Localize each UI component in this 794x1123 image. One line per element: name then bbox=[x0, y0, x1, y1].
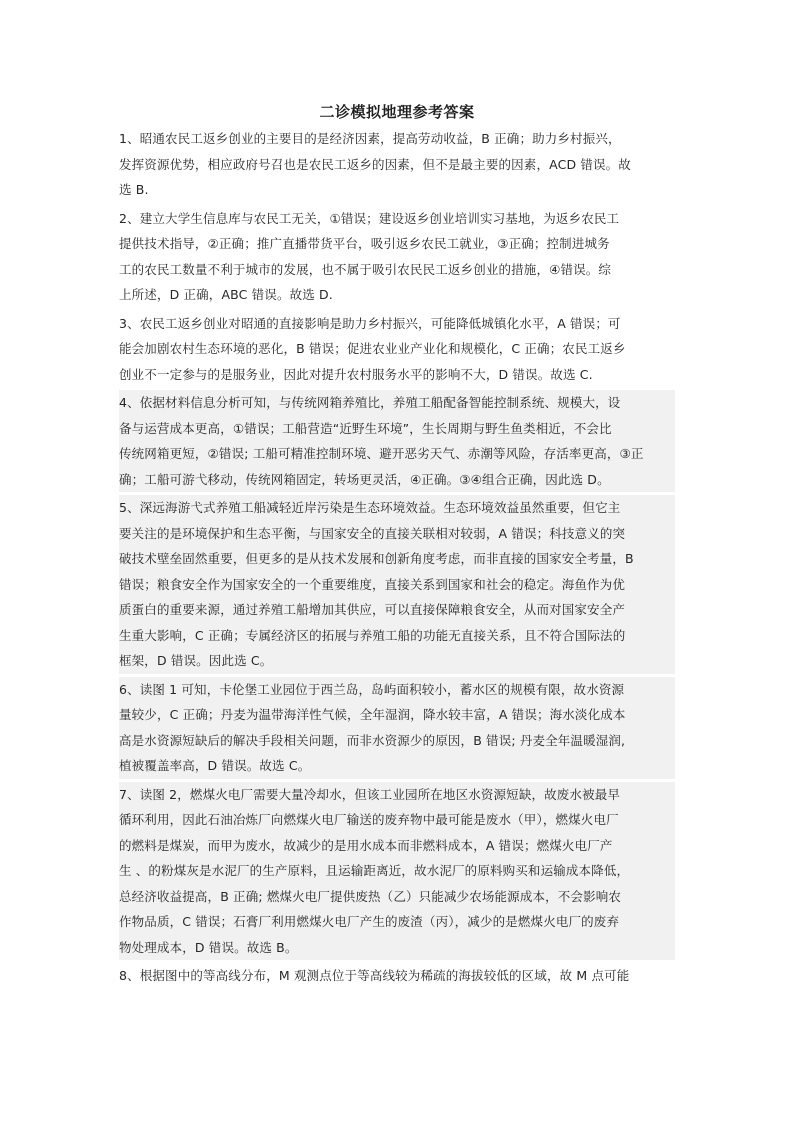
answer-item-1 bbox=[119, 126, 675, 203]
answer-line: 高是水资源短缺后的解决手段相关问题，而非水资源少的原因，B 错误; 丹麦全年温暖湿润, bbox=[119, 732, 626, 748]
answer-line: 的燃料是煤炭，而甲为废水，故减少的是用水成本而非燃料成本，A 错误；燃煤火电厂产 bbox=[119, 837, 613, 853]
answer-line: 破技术壁垒固然重要，但更多的是从技术发展和创新角度考虑，而非直接的国家安全考量，B bbox=[119, 551, 634, 566]
answer-item-7 bbox=[119, 782, 675, 961]
answer-item-4 bbox=[119, 390, 675, 492]
answer-line: 确；工船可游弋移动，传统网箱固定，转场更灵活，④正确。③④组合正确，因此选 D。 bbox=[119, 471, 610, 487]
document-body bbox=[119, 100, 675, 992]
answer-line: 框架，D 错误。因此选 C。 bbox=[119, 653, 273, 668]
answer-line: 工的农民工数量不利于城市的发展，也不属于吸引农民民工返乡创业的措施，④错误。综 bbox=[119, 261, 612, 277]
answer-line: 发挥资源优势，相应政府号召也是农民工返乡的因素，但不是最主要的因素，ACD 错误。故 bbox=[119, 156, 631, 172]
answer-line: 3、农民工返乡创业对昭通的直接影响是助力乡村振兴，可能降低城镇化水平，A 错误；可 bbox=[119, 315, 621, 331]
answer-item-6 bbox=[119, 677, 675, 779]
answer-line: 4、依据材料信息分析可知，与传统网箱养殖比，养殖工船配备智能控制系统、规模大，设 bbox=[119, 395, 621, 410]
answer-line: 循环利用，因此石油冶炼厂向燃煤火电厂输送的废弃物中最可能是废水（甲），燃煤火电厂 bbox=[119, 812, 619, 827]
answer-line: 提供技术指导，②正确；推广直播带货平台，吸引返乡农民工就业，③正确；控制进城务 bbox=[119, 236, 610, 251]
answer-line: 能会加剧农村生态环境的恶化，B 错误；促进农业业产业化和规模化，C 正确；农民工返乡 bbox=[119, 341, 626, 356]
answer-line: 7、读图 2，燃煤火电厂需要大量冷却水，但该工业园所在地区水资源短缺，故废水被最早 bbox=[119, 786, 621, 802]
answer-line: 作物品质，C 错误；石膏厂利用燃煤火电厂产生的废渣（丙），减少的是燃煤火电厂的废弃 bbox=[119, 914, 620, 929]
answer-item-3 bbox=[119, 311, 675, 388]
answer-line: 1、昭通农民工返乡创业的主要目的是经济因素，提高劳动收益，B 正确；助力乡村振兴， bbox=[119, 131, 621, 146]
answer-line: 植被覆盖率高，D 错误。故选 C。 bbox=[119, 758, 311, 773]
document-title: 二诊模拟地理参考答案 bbox=[319, 103, 475, 121]
answer-line: 8、根据图中的等高线分布，M 观测点位于等高线较为稀疏的海拔较低的区域，故 M 点可能 bbox=[119, 968, 630, 983]
answer-line: 错误；粮食安全作为国家安全的一个重要维度，直接关系到国家和社会的稳定。海鱼作为优 bbox=[119, 576, 626, 592]
answer-line: 2、建立大学生信息库与农民工无关，①错误；建设返乡创业培训实习基地，为返乡农民工 bbox=[119, 210, 620, 226]
answer-line: 生 、的粉煤灰是水泥厂的生产原料，且运输距离近，故水泥厂的原料购买和运输成本降低， bbox=[119, 863, 630, 878]
answer-line: 选 B. bbox=[119, 182, 149, 197]
answer-line: 创业不一定参与的是服务业，因此对提升农村服务水平的影响不大，D 错误。故选 C. bbox=[119, 366, 593, 382]
answer-item-8 bbox=[119, 963, 675, 989]
answer-line: 物处理成本，D 错误。故选 B。 bbox=[119, 939, 298, 955]
answer-line: 传统网箱更短，②错误; 工船可精准控制环境、避开恶劣天气、赤潮等风险，存活率更高，③正 bbox=[119, 446, 644, 461]
answer-line: 备与运营成本更高，①错误；工船营造“近野生环境”，生长周期与野生鱼类相近，不会比 bbox=[119, 420, 612, 436]
answer-list bbox=[119, 126, 675, 989]
answer-item-5 bbox=[119, 495, 675, 674]
answer-line: 上所述，D 正确，ABC 错误。故选 D. bbox=[119, 287, 333, 302]
answer-line: 生重大影响，C 正确；专属经济区的拓展与养殖工船的功能无直接关系，且不符合国际法的 bbox=[119, 627, 626, 643]
answer-item-2 bbox=[119, 206, 675, 308]
answer-line: 5、深远海游弋式养殖工船减轻近岸污染是生态环境效益。生态环境效益虽然重要，但它主 bbox=[119, 500, 621, 515]
answer-line: 总经济收益提高，B 正确; 燃煤火电厂提供废热（乙）只能减少农场能源成本，不会影响农 bbox=[119, 888, 622, 904]
answer-line: 要关注的是环境保护和生态平衡，与国家安全的直接关联相对较弱，A 错误；科技意义的突 bbox=[119, 525, 626, 541]
answer-line: 量较少，C 正确；丹麦为温带海洋性气候，全年湿润，降水较丰富，A 错误；海水淡化成本 bbox=[119, 707, 626, 722]
answer-line: 6、读图 1 可知，卡伦堡工业园位于西兰岛，岛屿面积较小，蓄水区的规模有限，故水资源 bbox=[119, 681, 625, 697]
answer-line: 质蛋白的重要来源，通过养殖工船增加其供应，可以直接保障粮食安全，从而对国家安全产 bbox=[119, 602, 626, 617]
